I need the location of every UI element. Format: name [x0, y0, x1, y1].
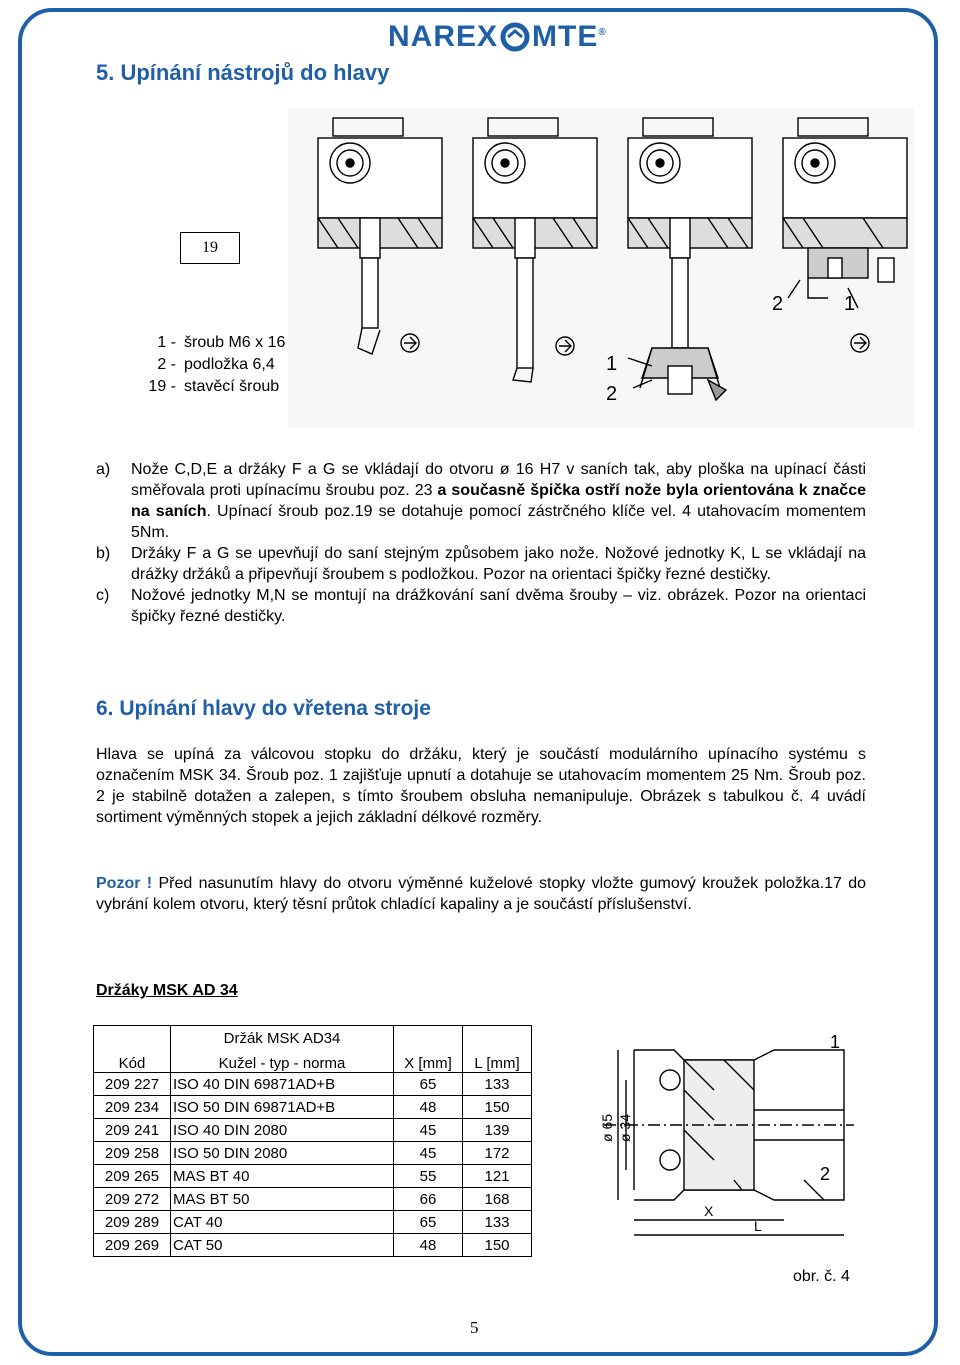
logo-ring-icon — [498, 22, 532, 52]
cell-code: 209 227 — [94, 1073, 171, 1096]
dimension-l: L — [754, 1218, 762, 1234]
holder-drawing — [599, 1030, 864, 1240]
column-header-l: L [mm] — [463, 1050, 532, 1073]
item-text: Držáky F a G se upevňují do saní stejným způsobem jako nože. Nožové jednotky K, L se vkládají na drážky držáků a připevňují šroubem s podložkou. Pozor na orientaci špičky řezné destičky. — [131, 545, 866, 583]
table-cell-empty — [94, 1026, 171, 1051]
cell-x: 48 — [394, 1096, 463, 1119]
table-row — [94, 1234, 532, 1257]
diagram-label-1b: 1 — [844, 293, 856, 315]
logo-registered: ® — [598, 27, 607, 38]
cell-l: 133 — [463, 1073, 532, 1096]
table-cell-empty — [463, 1026, 532, 1051]
table-group-header: Držák MSK AD34 — [171, 1026, 394, 1051]
tool-clamping-drawing — [288, 108, 914, 428]
column-header-code: Kód — [94, 1050, 171, 1073]
holder-label-2: 2 — [820, 1164, 831, 1184]
cell-taper: MAS BT 50 — [171, 1188, 394, 1211]
instruction-item-a — [96, 459, 866, 543]
instruction-item-c — [96, 585, 866, 627]
legend-num: 19 - — [148, 378, 176, 395]
item-text-part: . Upínací šroub poz.19 se dotahuje pomocí zástrčného klíče vel. 4 utahovacím momentem 5Nm. — [131, 503, 866, 541]
cell-code: 209 258 — [94, 1142, 171, 1165]
warning-label: Pozor ! — [96, 875, 153, 892]
item-text-bold: a současně špička ostří nože byla orientována k značce na saních — [131, 482, 866, 520]
cell-x: 65 — [394, 1211, 463, 1234]
cell-taper: ISO 50 DIN 69871AD+B — [171, 1096, 394, 1119]
cell-code: 209 234 — [94, 1096, 171, 1119]
item-text — [131, 459, 866, 543]
cell-taper: CAT 40 — [171, 1211, 394, 1234]
item-label: a) — [96, 461, 111, 478]
column-header-taper: Kužel - typ - norma — [171, 1050, 394, 1073]
cell-x: 45 — [394, 1119, 463, 1142]
cell-x: 66 — [394, 1188, 463, 1211]
diagram-label-2b: 2 — [772, 293, 784, 315]
parts-legend — [126, 332, 285, 398]
item-text: Nožové jednotky M,N se montují na drážkování saní dvěma šrouby – viz. obrázek. Pozor na orientaci špičky řezné destičky. — [131, 587, 866, 625]
cell-l: 168 — [463, 1188, 532, 1211]
table-group-header-row — [94, 1026, 532, 1051]
legend-text: podložka 6,4 — [184, 356, 275, 373]
legend-text: stavěcí šroub — [184, 378, 280, 395]
dimension-d65: ø 65 — [599, 1113, 615, 1142]
holders-title: Držáky MSK AD 34 — [96, 982, 238, 999]
dimension-d34: ø 34 — [617, 1113, 633, 1142]
legend-num: 2 - — [157, 356, 176, 373]
legend-text: šroub M6 x 16 — [184, 334, 286, 351]
section-6-title: 6. Upínání hlavy do vřetena stroje — [96, 697, 431, 720]
table-row — [94, 1188, 532, 1211]
instruction-list — [96, 459, 866, 627]
legend-row — [126, 376, 285, 398]
logo-left-text: NAREX — [388, 20, 499, 53]
cell-code: 209 265 — [94, 1165, 171, 1188]
holders-table — [93, 1025, 532, 1257]
table-row — [94, 1211, 532, 1234]
cell-l: 172 — [463, 1142, 532, 1165]
cell-x: 55 — [394, 1165, 463, 1188]
cell-l: 150 — [463, 1096, 532, 1119]
column-header-x: X [mm] — [394, 1050, 463, 1073]
narex-mte-logo — [388, 20, 607, 54]
table-row — [94, 1096, 532, 1119]
diagram-label-1: 1 — [606, 353, 618, 375]
dimension-x: X — [704, 1203, 714, 1219]
table-header-row — [94, 1050, 532, 1073]
legend-row — [126, 332, 285, 354]
item-text-part: Nože C,D,E a držáky F a G se vkládají do otvoru ø 16 H7 v saních tak, aby ploška na upínací části směřovala proti upínacímu šroubu poz. 23 — [131, 461, 866, 499]
cell-taper: ISO 40 DIN 69871AD+B — [171, 1073, 394, 1096]
cell-l: 133 — [463, 1211, 532, 1234]
table-cell-empty — [394, 1026, 463, 1051]
legend-num: 1 - — [157, 334, 176, 351]
warning-text: Před nasunutím hlavy do otvoru výměnné kuželové stopky vložte gumový kroužek položka.17 do vybrání kolem otvoru, který těsní průtok chladící kapaliny a je součástí příslušenství. — [96, 875, 867, 913]
cell-l: 150 — [463, 1234, 532, 1257]
legend-row — [126, 354, 285, 376]
cell-code: 209 272 — [94, 1188, 171, 1211]
section-6-paragraph: Hlava se upíná za válcovou stopku do držáku, který je součástí modulárního upínacího systému s označením MSK 34. Šroub poz. 1 zajišťuje upnutí a dotahuje se utahovacím momentem 25 Nm. Šroub poz. 2 je stabilně dotažen a zalepen, s tímto šroubem obsluha nemanipuluje. Obrázek s tabulkou č. 4 uvádí sortiment výměnných stopek a jejich základní délkové rozměry. — [96, 746, 866, 826]
cell-x: 45 — [394, 1142, 463, 1165]
cell-taper: CAT 50 — [171, 1234, 394, 1257]
table-row — [94, 1165, 532, 1188]
diagram-label-2: 2 — [606, 383, 618, 405]
cell-x: 48 — [394, 1234, 463, 1257]
cell-l: 121 — [463, 1165, 532, 1188]
cell-taper: MAS BT 40 — [171, 1165, 394, 1188]
cell-code: 209 269 — [94, 1234, 171, 1257]
holder-label-1: 1 — [830, 1032, 841, 1052]
figure-caption: obr. č. 4 — [793, 1268, 850, 1285]
cell-taper: ISO 40 DIN 2080 — [171, 1119, 394, 1142]
table-row — [94, 1073, 532, 1096]
cell-x: 65 — [394, 1073, 463, 1096]
cell-code: 209 289 — [94, 1211, 171, 1234]
instruction-item-b — [96, 543, 866, 585]
cell-taper: ISO 50 DIN 2080 — [171, 1142, 394, 1165]
page-number: 5 — [470, 1318, 479, 1337]
table-row — [94, 1119, 532, 1142]
warning-paragraph — [96, 873, 866, 915]
table-row — [94, 1142, 532, 1165]
item-label: b) — [96, 545, 111, 562]
cell-code: 209 241 — [94, 1119, 171, 1142]
table-body — [94, 1073, 532, 1257]
logo-right-text: MTE — [532, 20, 599, 53]
cell-l: 139 — [463, 1119, 532, 1142]
section-5-title: 5. Upínání nástrojů do hlavy — [96, 60, 390, 85]
position-number-box: 19 — [180, 232, 240, 264]
item-label: c) — [96, 587, 110, 604]
